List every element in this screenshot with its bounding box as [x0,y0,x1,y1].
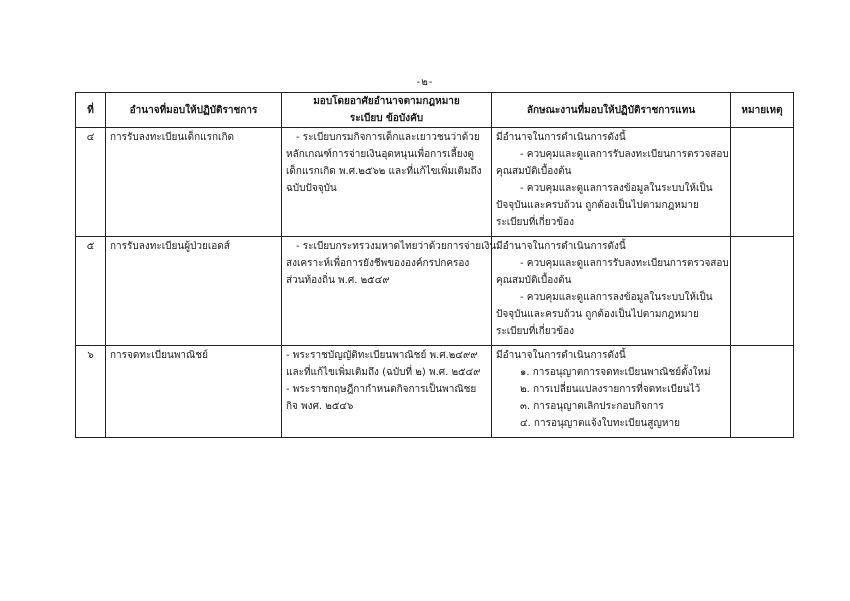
basis-line: ส่วนท้องถิ่น พ.ศ. ๒๕๔๙ [286,275,390,286]
scope-line: ๑. การอนุญาตการจดทะเบียนพาณิชย์ตั้งใหม่ [520,367,711,378]
scope-line: ๒. การเปลี่ยนแปลงรายการที่จดทะเบียนไว้ [520,384,701,395]
row-note [731,346,794,438]
scope-line: - ควบคุมและดูแลการรับลงทะเบียนการตรวจสอบ [520,149,729,160]
basis-line: - ระเบียบกระทรวงมหาดไทยว่าด้วยการจ่ายเงิน [296,241,497,252]
scope-line: ๓. การอนุญาตเลิกประกอบกิจการ [520,401,664,412]
table-header-row [76,93,794,128]
row-authority: การรับลงทะเบียนเด็กแรกเกิด [106,128,282,237]
basis-line: และที่แก้ไขเพิ่มเติมถึง (ฉบับที่ ๒) พ.ศ. ๒๕๔๙ [286,367,481,378]
basis-line: สงเคราะห์เพื่อการยังชีพขององค์กรปกครอง [286,258,470,269]
basis-line: - พระราชกฤษฎีกากำหนดกิจการเป็นพาณิชย [286,384,477,395]
row-scope [492,237,731,346]
scope-line: ปัจจุบันและครบถ้วน ถูกต้องเป็นไปตามกฎหมาย [496,200,699,211]
scope-line: มีอำนาจในการดำเนินการดังนี้ [496,241,626,252]
basis-line: หลักเกณฑ์การจ่ายเงินอุดหนุนเพื่อการเลี้ยงดู [286,149,474,160]
basis-line: เด็กแรกเกิด พ.ศ.๒๕๖๒ และที่แก้ไขเพิ่มเติมถึง [286,166,482,177]
row-authority: การรับลงทะเบียนผู้ป่วยเอดส์ [106,237,282,346]
scope-line: ระเบียบที่เกี่ยวข้อง [496,217,574,228]
row-number: ๔ [76,128,106,237]
row-scope [492,346,731,438]
scope-line: - ควบคุมและดูแลการรับลงทะเบียนการตรวจสอบ [520,258,729,269]
row-note [731,128,794,237]
row-number: ๕ [76,237,106,346]
scope-line: ระเบียบที่เกี่ยวข้อง [496,326,574,337]
row-basis [282,346,492,438]
header-basis-line: มอบโดยอาศัยอำนาจตามกฎหมาย [313,96,460,107]
table-row [76,128,794,237]
row-authority: การจดทะเบียนพาณิชย์ [106,346,282,438]
header-basis-line: ระเบียบ ข้อบังคับ [349,113,424,124]
header-no: ที่ [76,93,106,128]
table-row [76,346,794,438]
scope-line: ปัจจุบันและครบถ้วน ถูกต้องเป็นไปตามกฎหมาย [496,309,699,320]
header-scope: ลักษณะงานที่มอบให้ปฏิบัติราชการแทน [492,93,731,128]
basis-line: กิจ พงศ. ๒๕๔๖ [286,401,354,412]
scope-line: ๔. การอนุญาตแจ้งใบทะเบียนสูญหาย [520,418,680,429]
basis-line: ฉบับปัจจุบัน [286,183,337,194]
scope-line: คุณสมบัติเบื้องต้น [496,275,572,286]
delegation-table [75,92,794,438]
page-number: -๒- [416,77,434,88]
table-row [76,237,794,346]
scope-line: - ควบคุมและดูแลการลงข้อมูลในระบบให้เป็น [520,183,713,194]
row-basis [282,128,492,237]
header-authority: อำนาจที่มอบให้ปฏิบัติราชการ [106,93,282,128]
row-scope [492,128,731,237]
row-note [731,237,794,346]
scope-line: - ควบคุมและดูแลการลงข้อมูลในระบบให้เป็น [520,292,713,303]
basis-line: - พระราชบัญญัติทะเบียนพาณิชย์ พ.ศ.๒๔๙๙ [286,350,478,361]
row-basis [282,237,497,346]
scope-line: คุณสมบัติเบื้องต้น [496,166,572,177]
header-note: หมายเหตุ [731,93,794,128]
header-basis [282,93,492,128]
scope-line: มีอำนาจในการดำเนินการดังนี้ [496,132,626,143]
scope-line: มีอำนาจในการดำเนินการดังนี้ [496,350,626,361]
row-number: ๖ [76,346,106,438]
basis-line: - ระเบียบกรมกิจการเด็กและเยาวชนว่าด้วย [296,132,480,143]
